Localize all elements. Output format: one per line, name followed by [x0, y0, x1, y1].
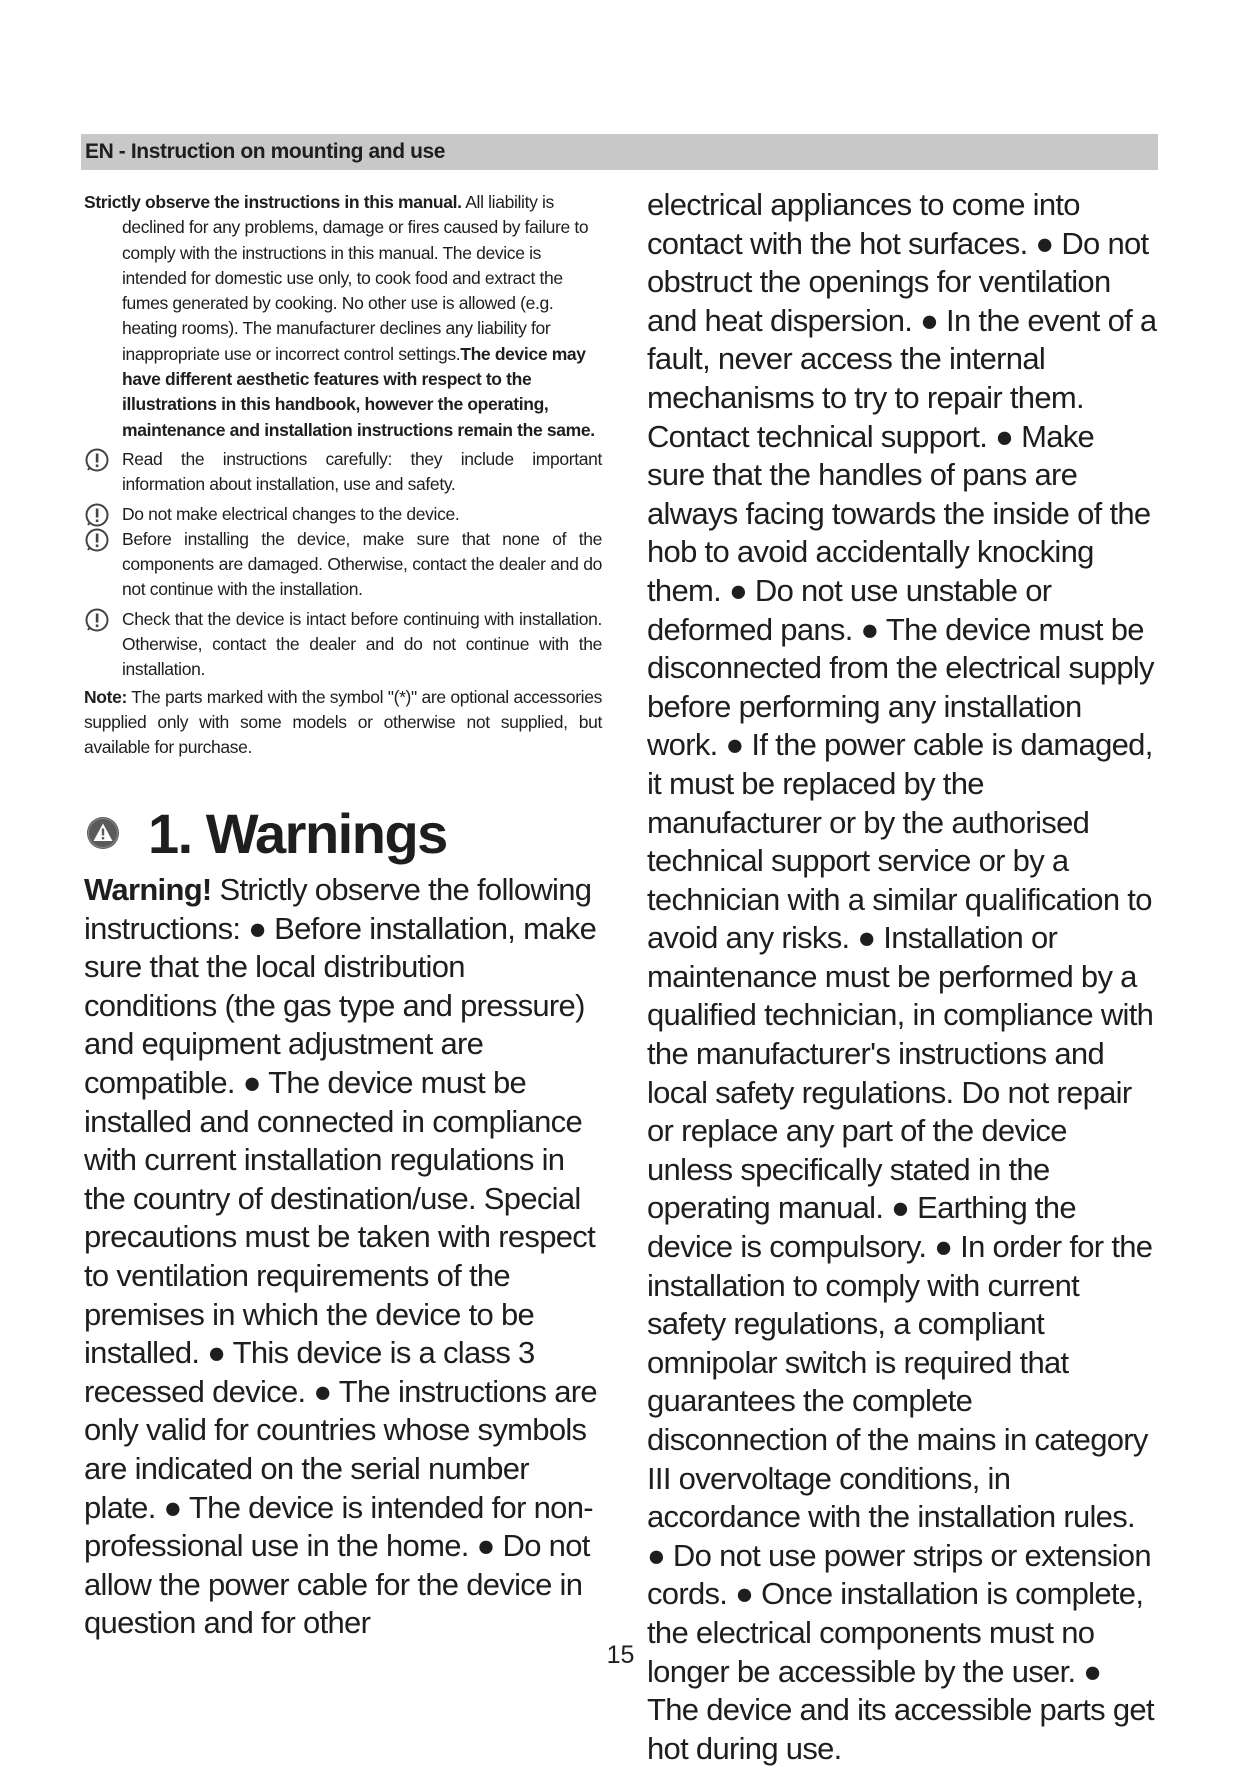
section-title: 1. Warnings — [148, 801, 447, 865]
note-text: The parts marked with the symbol "(*)" are optional accessories supplied only with some models or otherwise not supplied, but available for purchase. — [84, 686, 602, 758]
intro-trail: The device may have different aesthetic features with respect to the illustrations in this handbook, however the operating, maintenance and installation instructions remain the same. — [122, 343, 595, 440]
warning-text: Before installing the device, make sure that none of the components are damaged. Otherwise, contact the dealer and do not continue with the installation. — [122, 528, 602, 600]
warnings-left-text — [84, 871, 604, 1643]
warning-item — [84, 502, 602, 527]
header-bar — [81, 134, 1158, 170]
note-paragraph — [84, 685, 602, 761]
header-title: EN - Instruction on mounting and use — [85, 140, 446, 163]
warnings-right-column — [647, 186, 1157, 1768]
intro-text: All liability is declined for any problems, damage or fires caused by failure to comply with the instructions in this manual. The device is intended for domestic use only, to cook food and extract the fumes generated by cooking. No other use is allowed (e.g. heating rooms). The manufacturer declines any liability for inappropriate use or incorrect control settings. — [122, 192, 589, 364]
warnings-lead: Warning! — [84, 872, 212, 907]
warnings-left-column — [84, 871, 604, 1643]
warnings-left-body: Strictly observe the following instructions: ● Before installation, make sure that the local distribution conditions (the gas type and pressure) and equipment adjustment are compatible. ● The device must be installed and connected in compliance with current installation regulations in the country of destination/use. Special precautions must be taken with respect to ventilation requirements of the premises in which the device to be installed. ● This device is a class 3 recessed device. ● The instructions are only valid for countries whose symbols are indicated on the serial number plate. ● The device is intended for non-professional use in the home. ● Do not allow the power cable for the device in question and for other — [84, 872, 597, 1641]
warning-item — [84, 447, 602, 498]
page-number: 15 — [606, 1641, 635, 1669]
warning-item — [84, 527, 602, 603]
warning-text: Check that the device is intact before continuing with installation. Otherwise, contact the dealer and do not continue with the installation. — [122, 608, 602, 680]
intro-column — [84, 190, 602, 761]
section-heading — [86, 800, 447, 866]
caution-icon — [84, 502, 112, 530]
warning-item — [84, 607, 602, 683]
note-label: Note: — [84, 686, 127, 707]
warnings-right-text: electrical appliances to come into contact with the hot surfaces. ● Do not obstruct the openings for ventilation and heat dispersion. ● In the event of a fault, never access the internal mechanisms to try to repair them. Contact technical support. ● Make sure that the handles of pans are always facing towards the inside of the hob to avoid accidentally knocking them. ● Do not use unstable or deformed pans. ● The device must be disconnected from the electrical supply before performing any installation work. ● If the power cable is damaged, it must be replaced by the manufacturer or by the authorised technical support service or by a technician with a similar qualification to avoid any risks. ● Installation or maintenance must be performed by a qualified technician, in compliance with the manufacturer's instructions and local safety regulations. Do not repair or replace any part of the device unless specifically stated in the operating manual. ● Earthing the device is compulsory. ● In order for the installation to comply with current safety regulations, a compliant omnipolar switch is required that guarantees the complete disconnection of the mains in category III overvoltage conditions, in accordance with the installation rules. ● Do not use power strips or extension cords. ● Once installation is complete, the electrical components must no longer be accessible by the user. ● The device and its accessible parts get hot during use. — [647, 187, 1157, 1766]
caution-icon — [84, 607, 112, 635]
intro-lead: Strictly observe the instructions in this manual. — [84, 192, 462, 212]
caution-icon — [84, 447, 112, 475]
intro-paragraph — [84, 190, 602, 443]
warning-text: Do not make electrical changes to the device. — [122, 503, 460, 524]
caution-icon — [84, 527, 112, 555]
warning-text: Read the instructions carefully: they include important information about installation, use and safety. — [122, 448, 602, 495]
warning-triangle-icon — [86, 816, 120, 850]
